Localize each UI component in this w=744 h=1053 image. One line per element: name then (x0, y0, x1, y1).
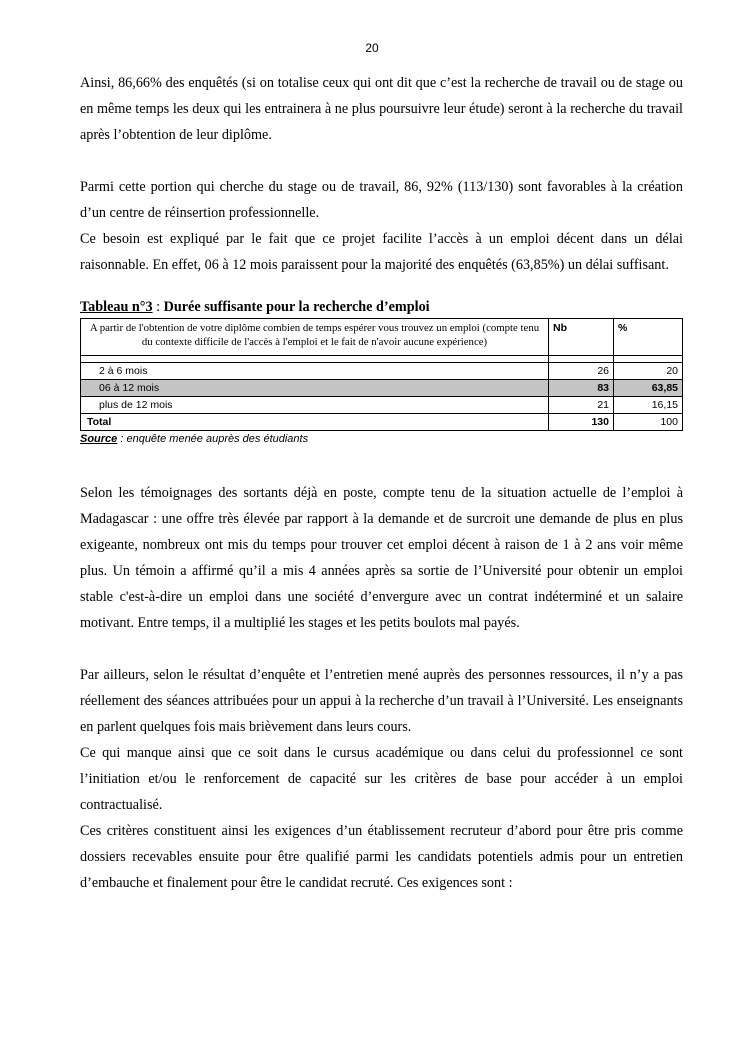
paragraph-reinsertion-favorable: Parmi cette portion qui cherche du stage ou de travail, 86, 92% (113/130) sont favorables à la création d’un centre de réinsertion professionnelle. (80, 179, 683, 221)
page-number: 20 (365, 41, 379, 55)
table-header-row (81, 319, 683, 356)
paragraph-summary-percentage: Ainsi, 86,66% des enquêtés (si on totalise ceux qui ont dit que c’est la recherche de travail ou de stage ou en même temps les deux qui les entrainera à ne plus poursuivre leur étude) seront à la recherche du travail après l’obtention de leur diplôme. (80, 75, 683, 143)
table-source (80, 432, 683, 446)
table-caption-label: Tableau n°3 (80, 299, 153, 315)
total-label: Total (81, 414, 549, 431)
table-header-nb: Nb (549, 319, 614, 356)
row-percent: 63,85 (614, 380, 683, 397)
table-caption-title: Durée suffisante pour la recherche d’emploi (163, 299, 430, 315)
row-label: 06 à 12 mois (81, 380, 549, 397)
row-percent: 16,15 (614, 397, 683, 414)
table-spacer-row (81, 356, 683, 363)
row-label: plus de 12 mois (81, 397, 549, 414)
table-row (81, 397, 683, 414)
paragraph-criteria: Ces critères constituent ainsi les exigences d’un établissement recruteur d’abord pour être pris comme dossiers recevables ensuite pour être qualifié parmi les candidats potentiels admis pour un entretien d’embauche et finalement pour être le candidat recruté. Ces exigences sont : (80, 823, 683, 891)
table-caption (80, 298, 683, 316)
row-nb: 26 (549, 363, 614, 380)
row-label: 2 à 6 mois (81, 363, 549, 380)
table-row-highlighted (81, 380, 683, 397)
row-percent: 20 (614, 363, 683, 380)
table-total-row (81, 414, 683, 431)
table-caption-separator: : (152, 299, 164, 315)
total-percent: 100 (614, 414, 683, 431)
document-body (80, 70, 683, 896)
table-header-question: A partir de l'obtention de votre diplôme combien de temps espérer vous trouvez un emploi (compte tenu du contexte difficile de l'accès à l'emploi et le fait de n'avoir aucune expérience) (81, 319, 549, 356)
source-text: : enquête menée auprès des étudiants (117, 433, 309, 445)
table-row (81, 363, 683, 380)
total-nb: 130 (549, 414, 614, 431)
table-header-percent: % (614, 319, 683, 356)
source-label: Source (80, 433, 118, 445)
paragraph-survey-results: Par ailleurs, selon le résultat d’enquête et l’entretien mené auprès des personnes ressources, il n’y a pas réellement des séances attribuées pour un appui à la recherche d’un travail à l’Université. Les enseignants en parlent quelques fois mais brièvement dans leurs cours. (80, 667, 683, 735)
paragraph-missing-training: Ce qui manque ainsi que ce soit dans le cursus académique ou dans celui du professionnel ce sont l’initiation et/ou le renforcement de capacité sur les critères de base pour accéder à un emploi contractualisé. (80, 745, 683, 813)
paragraph-testimonies: Selon les témoignages des sortants déjà en poste, compte tenu de la situation actuelle de l’emploi à Madagascar : une offre très élevée par rapport à la demande et de surcroit une demande de plus en plus exigeante, nombreux ont mis du temps pour trouver cet emploi décent à raison de 1 à 2 ans voir même plus. Un témoin a affirmé qu’il a mis 4 années après sa sortie de l’Université pour obtenir un emploi stable c'est-à-dire un emploi dans une société d’envergure avec un contrat indéterminé et un salaire motivant. Entre temps, il a multiplié les stages et les petits boulots mal payés. (80, 485, 683, 631)
row-nb: 21 (549, 397, 614, 414)
duration-table (80, 318, 683, 431)
row-nb: 83 (549, 380, 614, 397)
paragraph-need-explained: Ce besoin est expliqué par le fait que ce projet facilite l’accès à un emploi décent dans un délai raisonnable. En effet, 06 à 12 mois paraissent pour la majorité des enquêtés (63,85%) un délai suffisant. (80, 231, 683, 273)
